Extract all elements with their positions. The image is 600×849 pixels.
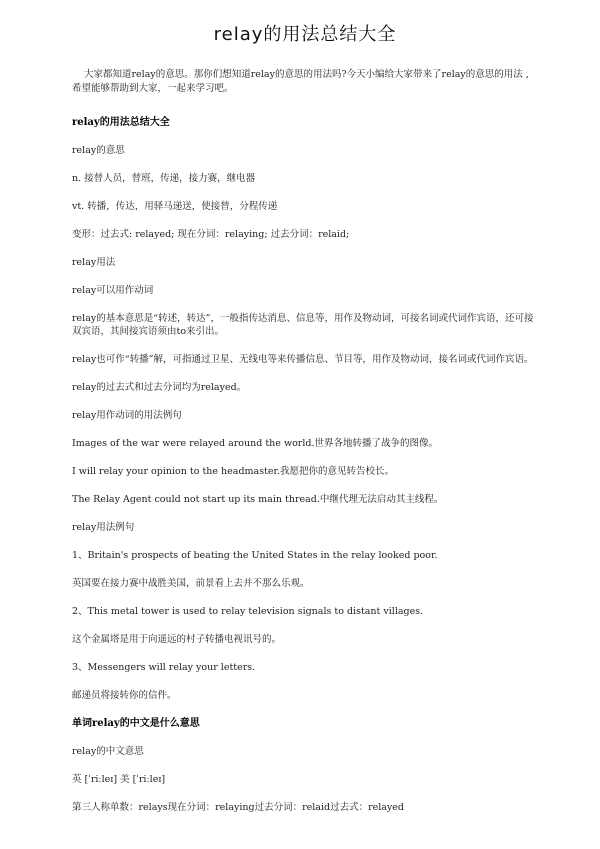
usage-verb-label: relay可以用作动词 bbox=[72, 285, 154, 296]
example-line-1: 1、Britain's prospects of beating the United States in the relay looked poor. bbox=[72, 550, 438, 561]
word-forms: 变形：过去式: relayed; 现在分词：relaying; 过去分词：relaid; bbox=[72, 229, 350, 240]
meaning-label: relay的意思 bbox=[72, 145, 125, 156]
chinese-meaning-label: relay的中文意思 bbox=[72, 746, 144, 757]
verb-examples-label: relay用作动词的用法例句 bbox=[72, 410, 182, 421]
examples-label: relay用法例句 bbox=[72, 522, 135, 533]
example-line-6: 邮递员将接转你的信件。 bbox=[72, 690, 177, 701]
third-person-forms: 第三人称单数：relays现在分词：relaying过去分词：relaid过去式：relayed bbox=[72, 802, 404, 813]
usage-paragraph-2: relay也可作“转播”解，可指通过卫星、无线电等来传播信息、节目等，用作及物动词，接名词或代词作宾语。 bbox=[72, 354, 534, 365]
example-line-3: 2、This metal tower is used to relay television signals to distant villages. bbox=[72, 606, 424, 617]
pronunciation: 英 [ˈriːleɪ] 美 [ˈriːleɪ] bbox=[72, 774, 166, 785]
verb-example-2: I will relay your opinion to the headmaster.我愿把你的意见转告校长。 bbox=[72, 466, 395, 477]
usage-label: relay用法 bbox=[72, 257, 116, 268]
example-line-4: 这个金属塔是用于向遥远的村子转播电视讯号的。 bbox=[72, 634, 282, 645]
example-line-2: 英国要在接力赛中战胜美国，前景看上去并不那么乐观。 bbox=[72, 578, 310, 589]
verb-example-1: Images of the war were relayed around the world.世界各地转播了战争的图像。 bbox=[72, 438, 438, 449]
usage-paragraph-3: relay的过去式和过去分词均为relayed。 bbox=[72, 382, 247, 393]
section-heading-chinese-meaning: 单词relay的中文是什么意思 bbox=[72, 718, 200, 729]
verb-example-3: The Relay Agent could not start up its main thread.中继代理无法启动其主线程。 bbox=[72, 494, 444, 505]
verb-definition: vt. 转播，传达，用驿马递送，使接替，分程传递 bbox=[72, 201, 278, 212]
intro-paragraph: 大家都知道relay的意思。那你们想知道relay的意思的用法吗?今天小编给大家带来了relay的意思的用法 ,希望能够帮助到大家，一起来学习吧。 bbox=[72, 69, 529, 94]
usage-paragraph-1: relay的基本意思是“转述，转达”，一般指传达消息、信息等，用作及物动词，可接名词或代词作宾语，还可接双宾语，其间接宾语须由to来引出。 bbox=[72, 313, 534, 337]
noun-definition: n. 接替人员，替班，传递，接力赛，继电器 bbox=[72, 173, 256, 184]
section-heading-usage-summary: relay的用法总结大全 bbox=[72, 117, 170, 128]
example-line-5: 3、Messengers will relay your letters. bbox=[72, 662, 256, 673]
document-title: relay的用法总结大全 bbox=[213, 24, 397, 45]
